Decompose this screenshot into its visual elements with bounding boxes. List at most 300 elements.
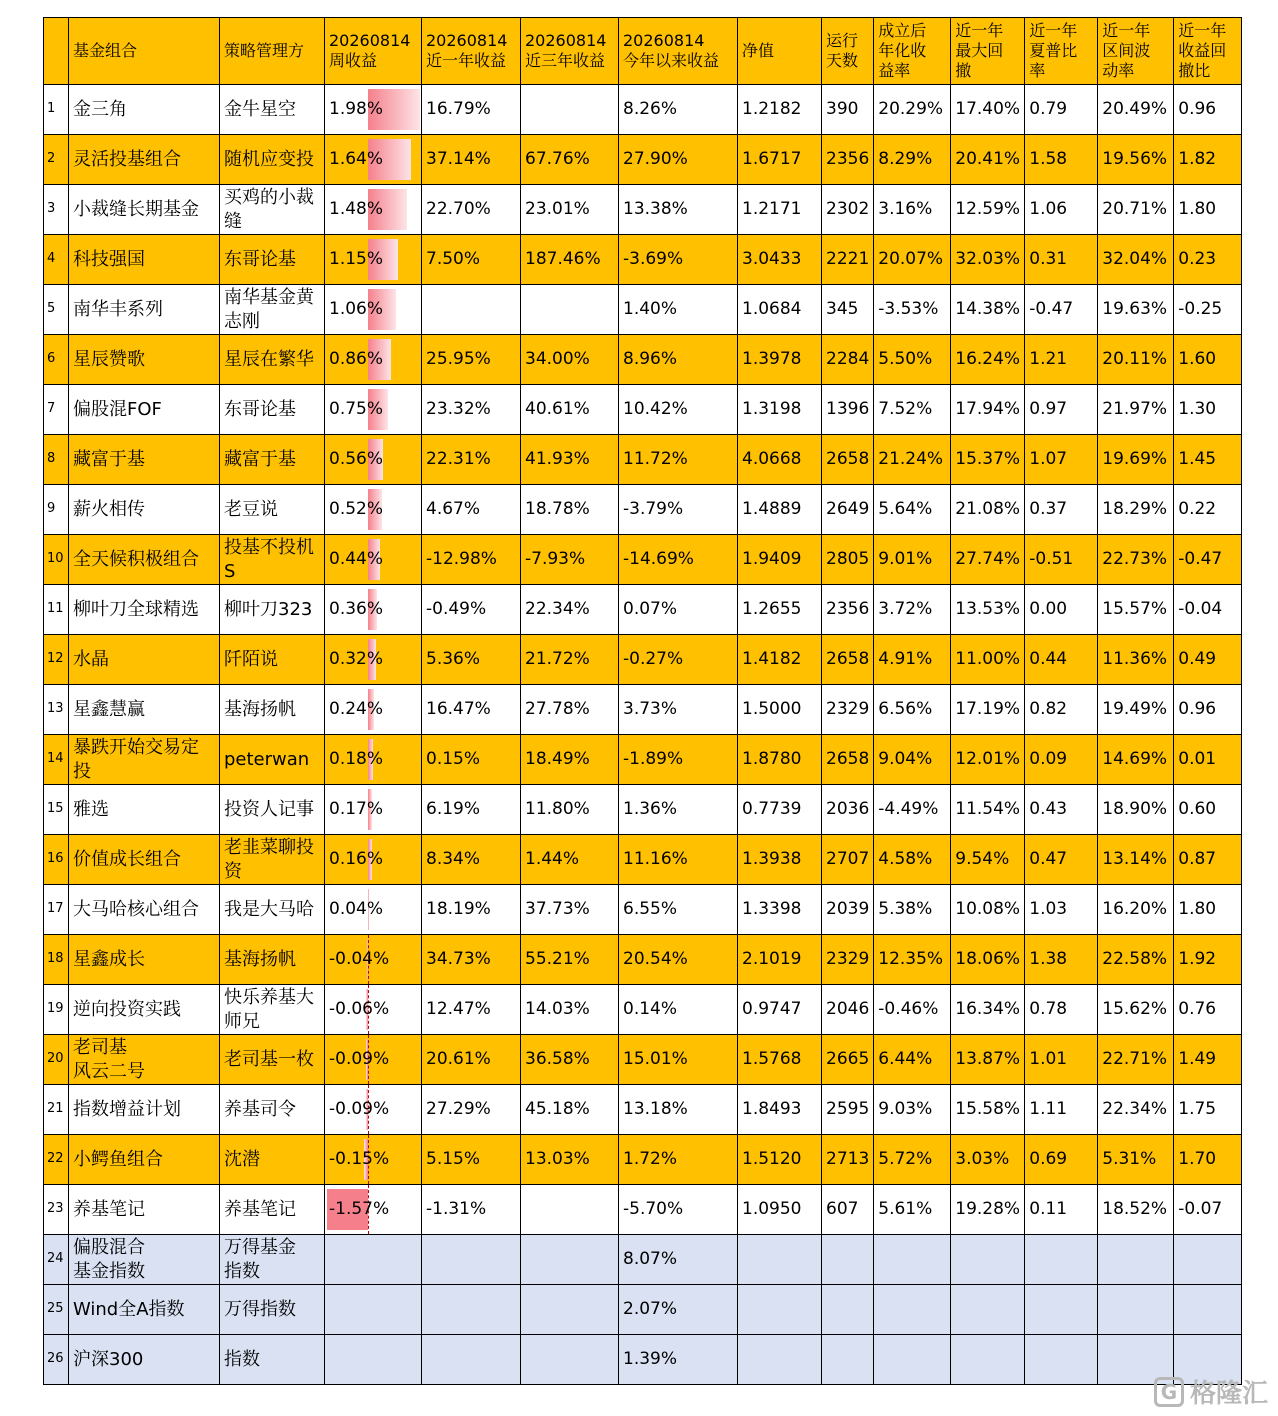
- weekly-return-value: 1.48%: [329, 199, 384, 220]
- cell-running-days: [822, 1235, 874, 1285]
- fund-ranking-table: [43, 17, 1242, 1385]
- cell-volatility: [1098, 1285, 1174, 1335]
- cell-nav: 0.7739: [738, 785, 822, 835]
- cell-sharpe-ratio: [1025, 1285, 1098, 1335]
- cell-three-year-return: [521, 285, 619, 335]
- cell-nav: [738, 1285, 822, 1335]
- cell-weekly-return: [325, 135, 422, 185]
- cell-running-days: 2329: [822, 935, 874, 985]
- cell-annualized-return: 4.58%: [874, 835, 951, 885]
- cell-one-year-return: 22.70%: [422, 185, 521, 235]
- table-row: [44, 935, 1242, 985]
- cell-fund-name: 金三角: [69, 85, 220, 135]
- cell-volatility: 19.56%: [1098, 135, 1174, 185]
- cell-nav: 1.3978: [738, 335, 822, 385]
- cell-three-year-return: [521, 1335, 619, 1385]
- weekly-return-value: 0.75%: [329, 399, 384, 420]
- cell-annualized-return: 3.16%: [874, 185, 951, 235]
- cell-max-drawdown: 17.94%: [951, 385, 1025, 435]
- cell-row-index: 4: [44, 235, 69, 285]
- cell-sharpe-ratio: 1.11: [1025, 1085, 1098, 1135]
- cell-volatility: 22.71%: [1098, 1035, 1174, 1085]
- cell-fund-name: 科技强国: [69, 235, 220, 285]
- cell-ytd-return: -3.69%: [619, 235, 738, 285]
- cell-ytd-return: 0.14%: [619, 985, 738, 1035]
- cell-fund-name: 逆向投资实践: [69, 985, 220, 1035]
- weekly-return-value: 1.98%: [329, 99, 384, 120]
- cell-three-year-return: 37.73%: [521, 885, 619, 935]
- header-weekly-return: 20260814 周收益: [325, 18, 422, 85]
- cell-sharpe-ratio: 0.47: [1025, 835, 1098, 885]
- cell-row-index: 1: [44, 85, 69, 135]
- cell-volatility: 22.58%: [1098, 935, 1174, 985]
- header-one-year-return: 20260814 近一年收益: [422, 18, 521, 85]
- cell-row-index: 6: [44, 335, 69, 385]
- cell-one-year-return: 12.47%: [422, 985, 521, 1035]
- header-ytd-return: 20260814 今年以来收益: [619, 18, 738, 85]
- gelonghui-logo-icon: G: [1154, 1377, 1184, 1407]
- cell-three-year-return: [521, 1185, 619, 1235]
- cell-fund-name: 小裁缝长期基金: [69, 185, 220, 235]
- cell-one-year-return: 22.31%: [422, 435, 521, 485]
- cell-running-days: 2665: [822, 1035, 874, 1085]
- cell-manager: 藏富于基: [220, 435, 325, 485]
- cell-annualized-return: -4.49%: [874, 785, 951, 835]
- cell-volatility: 18.29%: [1098, 485, 1174, 535]
- cell-one-year-return: [422, 1285, 521, 1335]
- weekly-return-value: 0.32%: [329, 649, 384, 670]
- cell-nav: 1.0684: [738, 285, 822, 335]
- cell-row-index: 14: [44, 735, 69, 785]
- table-row: [44, 885, 1242, 935]
- cell-fund-name: 偏股混FOF: [69, 385, 220, 435]
- cell-sharpe-ratio: [1025, 1235, 1098, 1285]
- cell-annualized-return: [874, 1285, 951, 1335]
- cell-three-year-return: 36.58%: [521, 1035, 619, 1085]
- cell-ytd-return: 1.36%: [619, 785, 738, 835]
- cell-return-drawdown-ratio: 0.23: [1174, 235, 1242, 285]
- cell-max-drawdown: 16.34%: [951, 985, 1025, 1035]
- cell-three-year-return: 21.72%: [521, 635, 619, 685]
- cell-annualized-return: 9.01%: [874, 535, 951, 585]
- cell-sharpe-ratio: 0.78: [1025, 985, 1098, 1035]
- cell-running-days: 2707: [822, 835, 874, 885]
- cell-fund-name: 小鳄鱼组合: [69, 1135, 220, 1185]
- cell-max-drawdown: 32.03%: [951, 235, 1025, 285]
- cell-volatility: 22.34%: [1098, 1085, 1174, 1135]
- table-row: [44, 535, 1242, 585]
- weekly-return-value: 0.16%: [329, 849, 384, 870]
- cell-weekly-return: [325, 185, 422, 235]
- cell-volatility: 18.90%: [1098, 785, 1174, 835]
- weekly-return-value: 1.06%: [329, 299, 384, 320]
- cell-max-drawdown: 18.06%: [951, 935, 1025, 985]
- cell-manager: 万得基金 指数: [220, 1235, 325, 1285]
- cell-max-drawdown: 27.74%: [951, 535, 1025, 585]
- cell-volatility: 32.04%: [1098, 235, 1174, 285]
- cell-three-year-return: 18.78%: [521, 485, 619, 535]
- cell-sharpe-ratio: 1.58: [1025, 135, 1098, 185]
- cell-max-drawdown: 13.53%: [951, 585, 1025, 635]
- cell-annualized-return: 4.91%: [874, 635, 951, 685]
- cell-nav: 1.5000: [738, 685, 822, 735]
- cell-annualized-return: 9.03%: [874, 1085, 951, 1135]
- cell-annualized-return: [874, 1335, 951, 1385]
- cell-weekly-return: [325, 885, 422, 935]
- cell-running-days: 2039: [822, 885, 874, 935]
- table-row: [44, 285, 1242, 335]
- cell-sharpe-ratio: 0.97: [1025, 385, 1098, 435]
- cell-sharpe-ratio: 1.01: [1025, 1035, 1098, 1085]
- cell-row-index: 19: [44, 985, 69, 1035]
- cell-manager: 万得指数: [220, 1285, 325, 1335]
- header-fund-name: 基金组合: [69, 18, 220, 85]
- cell-return-drawdown-ratio: 0.01: [1174, 735, 1242, 785]
- cell-nav: 1.8780: [738, 735, 822, 785]
- cell-sharpe-ratio: 1.38: [1025, 935, 1098, 985]
- cell-ytd-return: 11.72%: [619, 435, 738, 485]
- cell-manager: 我是大马哈: [220, 885, 325, 935]
- cell-nav: 1.2171: [738, 185, 822, 235]
- cell-three-year-return: 23.01%: [521, 185, 619, 235]
- benchmark-row: [44, 1285, 1242, 1335]
- header-nav: 净值: [738, 18, 822, 85]
- cell-max-drawdown: 14.38%: [951, 285, 1025, 335]
- cell-row-index: 25: [44, 1285, 69, 1335]
- cell-return-drawdown-ratio: 1.80: [1174, 185, 1242, 235]
- table-row: [44, 385, 1242, 435]
- cell-running-days: 2036: [822, 785, 874, 835]
- cell-running-days: 345: [822, 285, 874, 335]
- cell-return-drawdown-ratio: -0.07: [1174, 1185, 1242, 1235]
- cell-return-drawdown-ratio: 1.92: [1174, 935, 1242, 985]
- cell-ytd-return: -5.70%: [619, 1185, 738, 1235]
- cell-fund-name: 大马哈核心组合: [69, 885, 220, 935]
- header-running-days: 运行 天数: [822, 18, 874, 85]
- header-sharpe-ratio: 近一年 夏普比 率: [1025, 18, 1098, 85]
- cell-one-year-return: -1.31%: [422, 1185, 521, 1235]
- cell-volatility: 15.62%: [1098, 985, 1174, 1035]
- cell-return-drawdown-ratio: 0.96: [1174, 85, 1242, 135]
- cell-row-index: 9: [44, 485, 69, 535]
- cell-one-year-return: 6.19%: [422, 785, 521, 835]
- cell-max-drawdown: 9.54%: [951, 835, 1025, 885]
- header-row-index: [44, 18, 69, 85]
- cell-weekly-return: [325, 235, 422, 285]
- cell-volatility: 14.69%: [1098, 735, 1174, 785]
- cell-nav: 1.2655: [738, 585, 822, 635]
- cell-volatility: 13.14%: [1098, 835, 1174, 885]
- table-row: [44, 185, 1242, 235]
- cell-max-drawdown: 13.87%: [951, 1035, 1025, 1085]
- cell-manager: 老司基一枚: [220, 1035, 325, 1085]
- cell-return-drawdown-ratio: 1.45: [1174, 435, 1242, 485]
- cell-one-year-return: 7.50%: [422, 235, 521, 285]
- table-row: [44, 85, 1242, 135]
- cell-ytd-return: 3.73%: [619, 685, 738, 735]
- cell-row-index: 3: [44, 185, 69, 235]
- cell-row-index: 22: [44, 1135, 69, 1185]
- cell-max-drawdown: 21.08%: [951, 485, 1025, 535]
- cell-row-index: 17: [44, 885, 69, 935]
- cell-sharpe-ratio: 1.06: [1025, 185, 1098, 235]
- cell-annualized-return: 5.72%: [874, 1135, 951, 1185]
- weekly-return-value: 0.24%: [329, 699, 384, 720]
- cell-sharpe-ratio: 0.31: [1025, 235, 1098, 285]
- cell-one-year-return: 25.95%: [422, 335, 521, 385]
- cell-one-year-return: 16.79%: [422, 85, 521, 135]
- cell-fund-name: 柳叶刀全球精选: [69, 585, 220, 635]
- header-return-drawdown-ratio: 近一年 收益回 撤比: [1174, 18, 1242, 85]
- cell-manager: peterwan: [220, 735, 325, 785]
- cell-one-year-return: 20.61%: [422, 1035, 521, 1085]
- cell-sharpe-ratio: -0.51: [1025, 535, 1098, 585]
- cell-running-days: 2356: [822, 585, 874, 635]
- cell-return-drawdown-ratio: -0.25: [1174, 285, 1242, 335]
- cell-ytd-return: 1.40%: [619, 285, 738, 335]
- cell-weekly-return: [325, 585, 422, 635]
- cell-sharpe-ratio: 0.11: [1025, 1185, 1098, 1235]
- cell-three-year-return: 27.78%: [521, 685, 619, 735]
- cell-fund-name: 星鑫成长: [69, 935, 220, 985]
- cell-annualized-return: 6.44%: [874, 1035, 951, 1085]
- table-row: [44, 335, 1242, 385]
- cell-manager: 随机应变投: [220, 135, 325, 185]
- cell-fund-name: 薪火相传: [69, 485, 220, 535]
- cell-sharpe-ratio: 0.00: [1025, 585, 1098, 635]
- header-three-year-return: 20260814 近三年收益: [521, 18, 619, 85]
- cell-fund-name: 指数增益计划: [69, 1085, 220, 1135]
- cell-nav: 1.5768: [738, 1035, 822, 1085]
- table-row: [44, 835, 1242, 885]
- cell-weekly-return: [325, 1185, 422, 1235]
- cell-annualized-return: 7.52%: [874, 385, 951, 435]
- cell-nav: 1.6717: [738, 135, 822, 185]
- cell-weekly-return: [325, 1235, 422, 1285]
- cell-manager: 阡陌说: [220, 635, 325, 685]
- cell-running-days: 2302: [822, 185, 874, 235]
- cell-manager: 投资人记事: [220, 785, 325, 835]
- cell-ytd-return: 20.54%: [619, 935, 738, 985]
- weekly-return-value: -0.09%: [329, 1049, 390, 1070]
- cell-three-year-return: 187.46%: [521, 235, 619, 285]
- cell-weekly-return: [325, 985, 422, 1035]
- cell-manager: 东哥论基: [220, 385, 325, 435]
- cell-ytd-return: 27.90%: [619, 135, 738, 185]
- cell-one-year-return: 16.47%: [422, 685, 521, 735]
- cell-fund-name: 暴跌开始交易定投: [69, 735, 220, 785]
- cell-sharpe-ratio: 0.79: [1025, 85, 1098, 135]
- cell-running-days: 2356: [822, 135, 874, 185]
- cell-volatility: 19.49%: [1098, 685, 1174, 735]
- cell-weekly-return: [325, 835, 422, 885]
- cell-weekly-return: [325, 285, 422, 335]
- cell-return-drawdown-ratio: 1.60: [1174, 335, 1242, 385]
- cell-sharpe-ratio: 0.82: [1025, 685, 1098, 735]
- cell-manager: 养基笔记: [220, 1185, 325, 1235]
- cell-volatility: 16.20%: [1098, 885, 1174, 935]
- cell-volatility: 20.11%: [1098, 335, 1174, 385]
- table-row: [44, 985, 1242, 1035]
- cell-max-drawdown: 11.54%: [951, 785, 1025, 835]
- cell-row-index: 8: [44, 435, 69, 485]
- cell-one-year-return: 34.73%: [422, 935, 521, 985]
- cell-fund-name: 星鑫慧赢: [69, 685, 220, 735]
- cell-return-drawdown-ratio: 0.96: [1174, 685, 1242, 735]
- cell-fund-name: 灵活投基组合: [69, 135, 220, 185]
- cell-ytd-return: 0.07%: [619, 585, 738, 635]
- cell-annualized-return: -0.46%: [874, 985, 951, 1035]
- cell-manager: 金牛星空: [220, 85, 325, 135]
- cell-annualized-return: 5.50%: [874, 335, 951, 385]
- cell-one-year-return: 8.34%: [422, 835, 521, 885]
- cell-return-drawdown-ratio: 1.70: [1174, 1135, 1242, 1185]
- weekly-return-value: -1.57%: [329, 1199, 390, 1220]
- cell-fund-name: 南华丰系列: [69, 285, 220, 335]
- weekly-return-value: 0.56%: [329, 449, 384, 470]
- cell-weekly-return: [325, 1085, 422, 1135]
- cell-return-drawdown-ratio: [1174, 1285, 1242, 1335]
- cell-max-drawdown: [951, 1335, 1025, 1385]
- cell-three-year-return: 34.00%: [521, 335, 619, 385]
- benchmark-row: [44, 1335, 1242, 1385]
- header-volatility: 近一年 区间波 动率: [1098, 18, 1174, 85]
- cell-fund-name: Wind全A指数: [69, 1285, 220, 1335]
- cell-volatility: 20.49%: [1098, 85, 1174, 135]
- weekly-return-value: -0.15%: [329, 1149, 390, 1170]
- cell-running-days: 607: [822, 1185, 874, 1235]
- cell-running-days: 2221: [822, 235, 874, 285]
- cell-return-drawdown-ratio: 0.76: [1174, 985, 1242, 1035]
- cell-max-drawdown: 3.03%: [951, 1135, 1025, 1185]
- cell-max-drawdown: 12.01%: [951, 735, 1025, 785]
- cell-fund-name: 养基笔记: [69, 1185, 220, 1235]
- cell-annualized-return: -3.53%: [874, 285, 951, 335]
- cell-ytd-return: 13.18%: [619, 1085, 738, 1135]
- cell-one-year-return: -12.98%: [422, 535, 521, 585]
- cell-ytd-return: -3.79%: [619, 485, 738, 535]
- cell-fund-name: 偏股混合 基金指数: [69, 1235, 220, 1285]
- cell-running-days: [822, 1285, 874, 1335]
- cell-sharpe-ratio: 0.69: [1025, 1135, 1098, 1185]
- cell-manager: 东哥论基: [220, 235, 325, 285]
- cell-nav: 1.9409: [738, 535, 822, 585]
- header-row: [44, 18, 1242, 85]
- cell-one-year-return: 23.32%: [422, 385, 521, 435]
- table-row: [44, 1185, 1242, 1235]
- cell-annualized-return: 6.56%: [874, 685, 951, 735]
- cell-return-drawdown-ratio: -0.04: [1174, 585, 1242, 635]
- weekly-return-value: 0.86%: [329, 349, 384, 370]
- cell-manager: 快乐养基大师兄: [220, 985, 325, 1035]
- cell-three-year-return: 1.44%: [521, 835, 619, 885]
- cell-volatility: 20.71%: [1098, 185, 1174, 235]
- cell-sharpe-ratio: 0.43: [1025, 785, 1098, 835]
- cell-nav: 1.5120: [738, 1135, 822, 1185]
- cell-sharpe-ratio: -0.47: [1025, 285, 1098, 335]
- weekly-return-value: [325, 1249, 329, 1269]
- cell-max-drawdown: [951, 1285, 1025, 1335]
- cell-fund-name: 老司基 风云二号: [69, 1035, 220, 1085]
- cell-return-drawdown-ratio: 1.82: [1174, 135, 1242, 185]
- cell-row-index: 26: [44, 1335, 69, 1385]
- cell-return-drawdown-ratio: 1.30: [1174, 385, 1242, 435]
- cell-sharpe-ratio: 0.37: [1025, 485, 1098, 535]
- cell-fund-name: 雅选: [69, 785, 220, 835]
- cell-row-index: 11: [44, 585, 69, 635]
- cell-annualized-return: 12.35%: [874, 935, 951, 985]
- cell-nav: 1.3938: [738, 835, 822, 885]
- cell-return-drawdown-ratio: 0.49: [1174, 635, 1242, 685]
- cell-volatility: 19.69%: [1098, 435, 1174, 485]
- cell-row-index: 21: [44, 1085, 69, 1135]
- cell-fund-name: 水晶: [69, 635, 220, 685]
- cell-ytd-return: 10.42%: [619, 385, 738, 435]
- cell-running-days: 2649: [822, 485, 874, 535]
- weekly-return-value: [325, 1299, 329, 1319]
- cell-three-year-return: [521, 1285, 619, 1335]
- cell-annualized-return: 5.38%: [874, 885, 951, 935]
- cell-return-drawdown-ratio: 0.87: [1174, 835, 1242, 885]
- cell-weekly-return: [325, 1035, 422, 1085]
- cell-max-drawdown: 19.28%: [951, 1185, 1025, 1235]
- cell-fund-name: 价值成长组合: [69, 835, 220, 885]
- cell-weekly-return: [325, 535, 422, 585]
- cell-ytd-return: 11.16%: [619, 835, 738, 885]
- cell-fund-name: 藏富于基: [69, 435, 220, 485]
- cell-return-drawdown-ratio: 1.80: [1174, 885, 1242, 935]
- cell-three-year-return: [521, 85, 619, 135]
- cell-one-year-return: [422, 285, 521, 335]
- cell-one-year-return: 5.36%: [422, 635, 521, 685]
- cell-row-index: 2: [44, 135, 69, 185]
- cell-ytd-return: 2.07%: [619, 1285, 738, 1335]
- cell-annualized-return: 5.61%: [874, 1185, 951, 1235]
- cell-max-drawdown: 12.59%: [951, 185, 1025, 235]
- cell-fund-name: 全天候积极组合: [69, 535, 220, 585]
- cell-three-year-return: 14.03%: [521, 985, 619, 1035]
- cell-max-drawdown: 11.00%: [951, 635, 1025, 685]
- weekly-return-value: 0.17%: [329, 799, 384, 820]
- cell-ytd-return: -0.27%: [619, 635, 738, 685]
- cell-weekly-return: [325, 385, 422, 435]
- cell-nav: 1.0950: [738, 1185, 822, 1235]
- cell-ytd-return: 6.55%: [619, 885, 738, 935]
- cell-annualized-return: 5.64%: [874, 485, 951, 535]
- cell-max-drawdown: 16.24%: [951, 335, 1025, 385]
- header-manager: 策略管理方: [220, 18, 325, 85]
- cell-weekly-return: [325, 685, 422, 735]
- cell-max-drawdown: 15.58%: [951, 1085, 1025, 1135]
- table-row: [44, 485, 1242, 535]
- cell-volatility: 5.31%: [1098, 1135, 1174, 1185]
- cell-ytd-return: 8.96%: [619, 335, 738, 385]
- cell-annualized-return: 3.72%: [874, 585, 951, 635]
- cell-manager: 老韭菜聊投资: [220, 835, 325, 885]
- cell-ytd-return: 1.72%: [619, 1135, 738, 1185]
- cell-running-days: 2713: [822, 1135, 874, 1185]
- cell-annualized-return: [874, 1235, 951, 1285]
- cell-row-index: 13: [44, 685, 69, 735]
- table-row: [44, 1035, 1242, 1085]
- cell-nav: 1.2182: [738, 85, 822, 135]
- cell-running-days: 2658: [822, 635, 874, 685]
- cell-ytd-return: 13.38%: [619, 185, 738, 235]
- cell-one-year-return: [422, 1235, 521, 1285]
- cell-one-year-return: 37.14%: [422, 135, 521, 185]
- cell-volatility: 18.52%: [1098, 1185, 1174, 1235]
- cell-manager: 南华基金黄志刚: [220, 285, 325, 335]
